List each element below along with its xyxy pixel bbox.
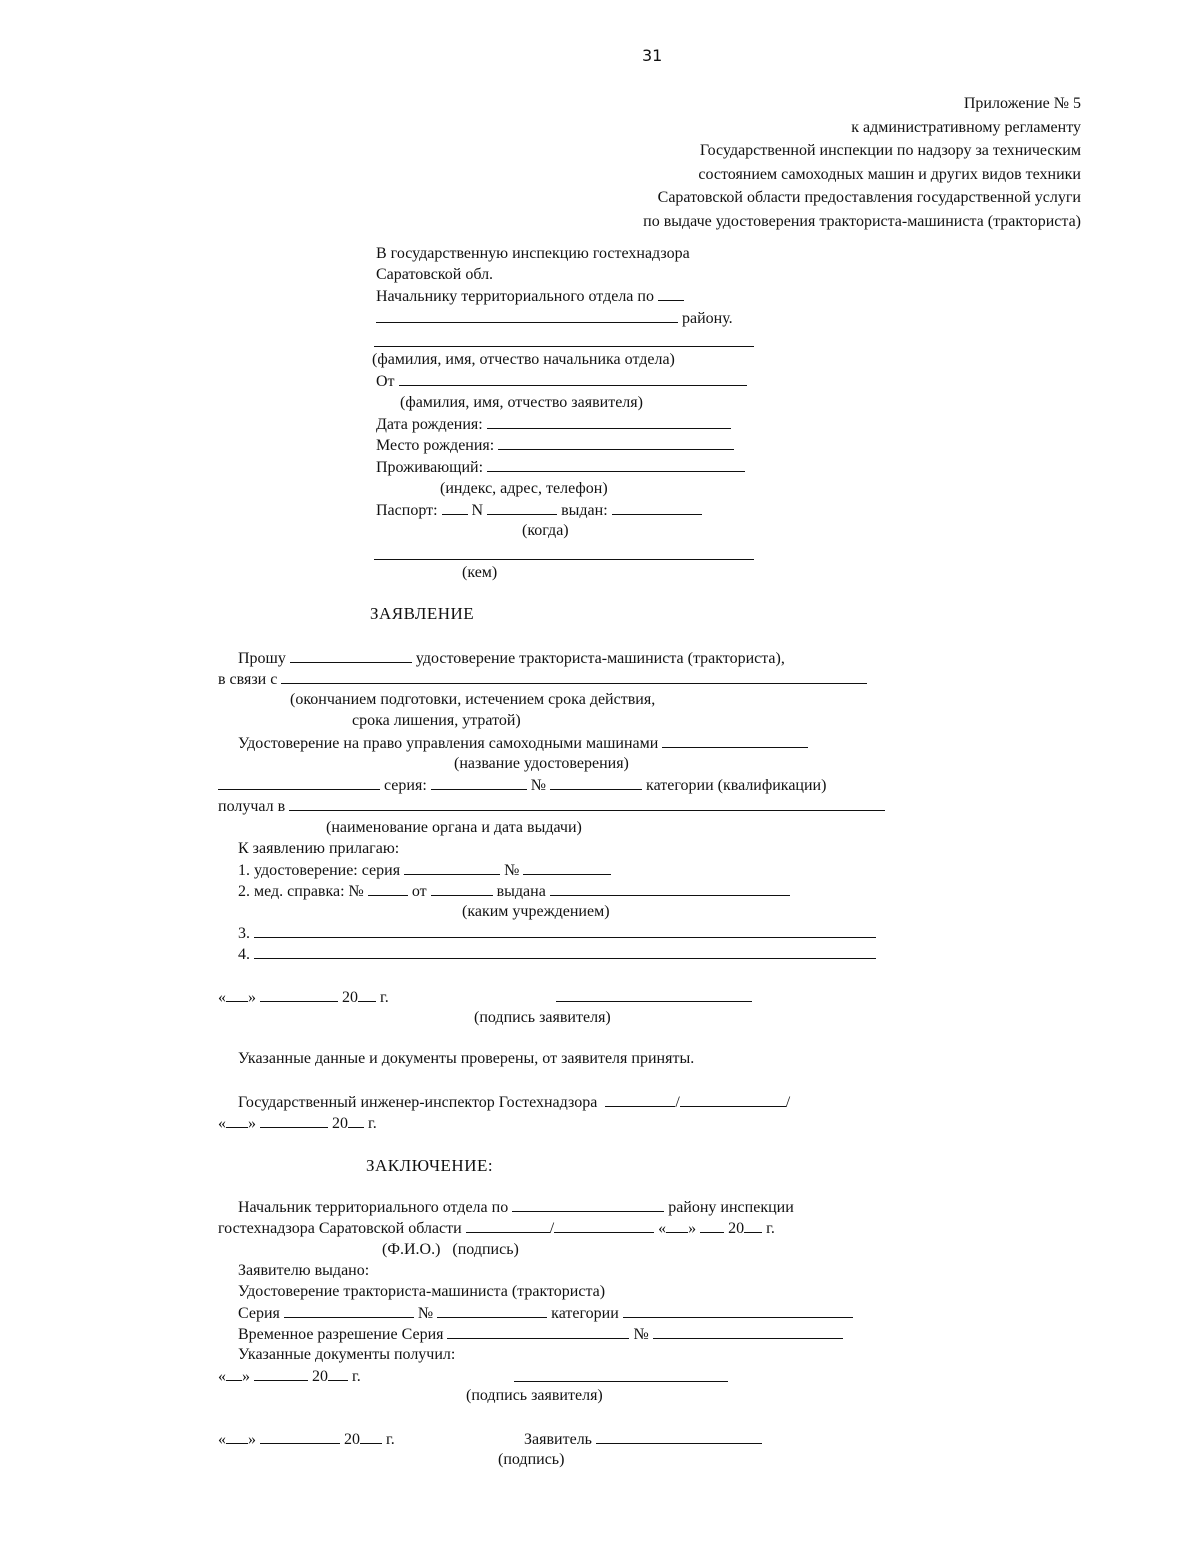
quote-open: « (218, 1368, 226, 1385)
quote-open: « (218, 1431, 226, 1448)
quote-open: « (658, 1220, 667, 1237)
series-label: серия: (384, 777, 427, 794)
month-blank[interactable] (260, 987, 338, 1002)
categories-label: категории (551, 1305, 619, 1322)
inspector-name-blank[interactable] (605, 1092, 675, 1107)
year-blank[interactable] (328, 1366, 348, 1381)
item3-blank[interactable] (254, 923, 876, 938)
residing-line (376, 457, 745, 478)
authority-blank[interactable] (289, 796, 885, 811)
addressee-line3-text: Начальнику территориального отдела по (376, 288, 654, 305)
hint-sign: (подпись) (498, 1451, 565, 1468)
conclusion-org-line (218, 1218, 775, 1239)
number-label: № (633, 1326, 649, 1343)
year-blank[interactable] (348, 1113, 364, 1128)
conclusion-title: ЗАКЛЮЧЕНИЕ: (366, 1156, 494, 1175)
passport-issued-label: выдан: (561, 502, 608, 519)
header-line: Государственной инспекции по надзору за техническим (699, 142, 1081, 159)
day-blank[interactable] (226, 1366, 242, 1381)
receiver-signature-blank[interactable] (514, 1381, 728, 1382)
page-number: 31 (642, 46, 663, 65)
head-name-blank[interactable] (374, 346, 754, 347)
day-blank[interactable] (666, 1218, 688, 1233)
series-blank[interactable] (431, 775, 527, 790)
quote-close: » (248, 1431, 256, 1448)
birth-date-label: Дата рождения: (376, 416, 483, 433)
statement-title: ЗАЯВЛЕНИЕ (370, 604, 475, 623)
quote-open: « (218, 989, 226, 1006)
applicant-name-blank[interactable] (399, 371, 747, 386)
hint-reason-2: срока лишения, утратой) (352, 712, 521, 729)
attach-line: К заявлению прилагаю: (238, 840, 400, 857)
head-fio-blank[interactable] (466, 1218, 550, 1233)
categories-label: категории (квалификации) (646, 777, 827, 794)
item1-label: 1. удостоверение: серия (238, 862, 401, 879)
item1-series-blank[interactable] (404, 860, 500, 875)
hint-by-whom: (кем) (462, 564, 498, 581)
month-blank[interactable] (260, 1429, 340, 1444)
temp-series-blank[interactable] (447, 1324, 629, 1339)
hint-signature: (подпись заявителя) (474, 1009, 611, 1026)
district-blank[interactable] (658, 286, 684, 301)
item2-label: 2. мед. справка: № (238, 883, 364, 900)
license-name-blank[interactable] (662, 733, 808, 748)
year-blank[interactable] (360, 1429, 382, 1444)
org-line-label: гостехнадзора Саратовской области (218, 1220, 462, 1237)
inspector-sign-blank[interactable] (680, 1092, 786, 1107)
due-to-label: в связи с (218, 671, 278, 688)
year-suffix: г. (352, 1368, 361, 1385)
temp-permit-label: Временное разрешение Серия (238, 1326, 444, 1343)
docs-received: Указанные документы получил: (238, 1346, 456, 1363)
quote-close: » (688, 1220, 697, 1237)
birth-place-label: Место рождения: (376, 437, 495, 454)
item1-no-label: № (504, 862, 520, 879)
slash: / (785, 1094, 791, 1111)
appendix-header (643, 92, 1081, 233)
header-line: к административному регламенту (851, 118, 1081, 136)
categories-blank[interactable] (623, 1303, 853, 1318)
request-label: Прошу (238, 650, 286, 667)
item4-blank[interactable] (254, 944, 876, 959)
residing-label: Проживающий: (376, 459, 484, 476)
received-in-label: получал в (218, 798, 286, 815)
series-line (218, 775, 826, 796)
address-blank[interactable] (487, 457, 745, 472)
license-label: Удостоверение на право управления самоходными машинами (238, 735, 659, 752)
inspector-line (238, 1092, 790, 1113)
passport-issued-blank[interactable] (612, 500, 702, 515)
hint-applicant: (фамилия, имя, отчество заявителя) (400, 394, 643, 411)
reason-blank[interactable] (281, 669, 867, 684)
item3-label: 3. (238, 925, 250, 942)
addressee-line1: В государственную инспекцию гостехнадзора (376, 245, 690, 262)
head-sign-blank[interactable] (554, 1218, 654, 1233)
year-blank[interactable] (744, 1218, 762, 1233)
number-label: № (530, 777, 547, 794)
year-prefix: 20 (312, 1368, 328, 1385)
hint-when: (когда) (522, 522, 569, 539)
issued-license: Удостоверение тракториста-машиниста (тракториста) (238, 1283, 606, 1300)
quote-close: » (248, 1115, 256, 1132)
attach-item-3 (238, 923, 876, 944)
passport-line (376, 500, 702, 521)
item2-date-blank[interactable] (431, 881, 493, 896)
series-blank[interactable] (284, 1303, 414, 1318)
item2-institution-blank[interactable] (550, 881, 790, 896)
conclusion-date (218, 1366, 361, 1387)
month-blank[interactable] (700, 1218, 724, 1233)
item1-number-blank[interactable] (523, 860, 611, 875)
applicant-label: Заявитель (524, 1431, 592, 1448)
item2-number-blank[interactable] (368, 881, 408, 896)
passport-number-blank[interactable] (487, 500, 557, 515)
issued-series-line (238, 1303, 853, 1324)
from-line (376, 371, 747, 392)
slash: / (549, 1220, 555, 1237)
temp-number-blank[interactable] (653, 1324, 843, 1339)
final-date (218, 1429, 395, 1450)
year-suffix: г. (380, 989, 389, 1006)
quote-close: » (248, 989, 256, 1006)
birth-place-line (376, 435, 734, 456)
hint-reason-1: (окончанием подготовки, истечением срока действия, (290, 691, 656, 708)
quote-open: « (218, 1115, 226, 1132)
month-blank[interactable] (260, 1113, 328, 1128)
number-label: № (417, 1305, 434, 1322)
temp-permit-line (238, 1324, 843, 1345)
applicant-line (524, 1429, 762, 1450)
statement-date (218, 987, 389, 1008)
applicant-sign-blank[interactable] (596, 1429, 762, 1444)
series-label: Серия (238, 1305, 280, 1322)
passport-series-blank[interactable] (442, 500, 468, 515)
license-line (238, 733, 808, 754)
verification-text: Указанные данные и документы проверены, от заявителя приняты. (238, 1050, 695, 1067)
birth-date-line (376, 414, 731, 435)
hint-institution: (каким учреждением) (462, 903, 610, 920)
addressee-line3 (376, 286, 684, 307)
conclusion-head-line (238, 1197, 794, 1218)
request-tail: удостоверение тракториста-машиниста (тракториста), (415, 650, 785, 667)
number-blank[interactable] (550, 775, 642, 790)
day-blank[interactable] (226, 1113, 248, 1128)
number-blank[interactable] (437, 1303, 547, 1318)
district-name-blank[interactable] (376, 308, 678, 323)
header-line: по выдаче удостоверения тракториста-машиниста (тракториста) (643, 212, 1081, 230)
header-line: состоянием самоходных машин и других видов техники (698, 165, 1081, 183)
birth-date-blank[interactable] (487, 414, 731, 429)
hint-head: (фамилия, имя, отчество начальника отдела) (372, 351, 675, 368)
year-blank[interactable] (358, 987, 376, 1002)
from-label: От (376, 373, 395, 390)
hint-signature-2: (подпись заявителя) (466, 1387, 603, 1404)
attach-item-4 (238, 944, 876, 965)
item4-label: 4. (238, 946, 250, 963)
conclusion-district-blank[interactable] (512, 1197, 664, 1212)
attach-item-1 (238, 860, 611, 881)
addressee-line2: Саратовской обл. (376, 266, 494, 283)
attach-item-2 (238, 881, 790, 902)
year-suffix: г. (766, 1220, 775, 1237)
day-blank[interactable] (226, 987, 248, 1002)
header-line: Саратовской области предоставления государственной услуги (657, 189, 1081, 206)
verification-date (218, 1113, 377, 1134)
year-prefix: 20 (728, 1220, 745, 1237)
item2-from-label: от (411, 883, 427, 900)
district-suffix: району. (682, 310, 733, 327)
slash: / (675, 1094, 680, 1111)
year-prefix: 20 (332, 1115, 348, 1132)
header-line: Приложение № 5 (963, 95, 1081, 112)
hint-license-name: (название удостоверения) (454, 755, 629, 772)
hint-authority: (наименование органа и дата выдачи) (326, 819, 582, 836)
year-suffix: г. (386, 1431, 395, 1448)
inspector-label: Государственный инженер-инспектор Гостехнадзора (238, 1094, 598, 1111)
month-blank[interactable] (254, 1366, 308, 1381)
year-suffix: г. (368, 1115, 377, 1132)
year-prefix: 20 (342, 989, 358, 1006)
received-in-line (218, 796, 885, 817)
passport-label: Паспорт: (376, 502, 438, 519)
due-to-line (218, 669, 867, 690)
quote-close: » (242, 1368, 250, 1385)
license-name-cont-blank[interactable] (218, 775, 380, 790)
year-prefix: 20 (344, 1431, 360, 1448)
applicant-signature-blank[interactable] (556, 1001, 752, 1002)
request-line (238, 648, 785, 669)
head-line-tail: району инспекции (668, 1199, 794, 1216)
item2-issued-label: выдана (496, 883, 546, 900)
issued-to: Заявителю выдано: (238, 1262, 370, 1279)
day-blank[interactable] (226, 1429, 248, 1444)
issued-by-blank[interactable] (374, 559, 754, 560)
head-line-label: Начальник территориального отдела по (238, 1199, 509, 1216)
request-type-blank[interactable] (290, 648, 412, 663)
hint-fio-sign: (Ф.И.О.) (подпись) (382, 1241, 519, 1258)
birth-place-blank[interactable] (498, 435, 734, 450)
hint-address: (индекс, адрес, телефон) (440, 480, 608, 497)
addressee-line4 (376, 308, 733, 329)
passport-n-label: N (471, 502, 484, 519)
